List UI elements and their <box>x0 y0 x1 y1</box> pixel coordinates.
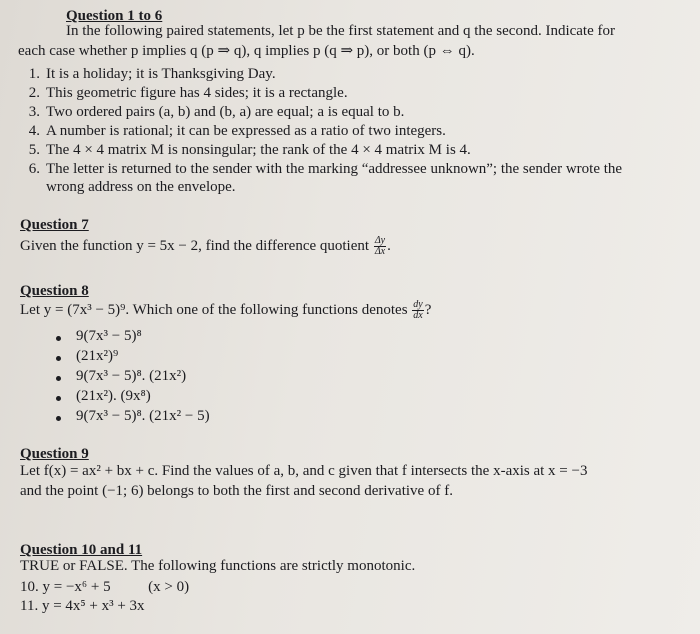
bullet-icon <box>56 376 61 381</box>
q10-function: 10. y = −x⁶ + 5 <box>20 579 111 595</box>
q7-statement: Given the function y = 5x − 2, find the difference quotient <box>20 238 370 254</box>
item-number: 2. <box>28 85 40 101</box>
q1-item-1 <box>18 65 276 83</box>
derivative-fraction <box>412 300 423 321</box>
bullet-icon <box>56 416 61 421</box>
q1-item-4 <box>18 122 446 140</box>
item-number: 5. <box>28 142 40 158</box>
q7-text <box>20 235 391 257</box>
q10-item <box>20 578 189 596</box>
q1-6-intro-line-1: In the following paired statements, let p be the first statement and q the second. Indicate for <box>66 23 615 39</box>
q9-line-1: Let f(x) = ax² + bx + c. Find the values of a, b, and c given that f intersects the x-axis at x = −3 <box>20 463 588 479</box>
q7-heading: Question 7 <box>20 217 89 233</box>
q8-option-4: (21x²). (9x⁸) <box>76 388 151 404</box>
fraction-numerator: Δy <box>374 235 386 247</box>
bullet-icon <box>56 336 61 341</box>
q1-item-3 <box>18 103 404 121</box>
q8-option-3: 9(7x³ − 5)⁸. (21x²) <box>76 368 187 384</box>
q1-item-5 <box>18 141 471 159</box>
q8-option-5: 9(7x³ − 5)⁸. (21x² − 5) <box>76 408 210 424</box>
q8-heading: Question 8 <box>20 283 89 299</box>
item-number: 6. <box>28 161 40 177</box>
q9-line-2: and the point (−1; 6) belongs to both the first and second derivative of f. <box>20 483 453 499</box>
item-text: Two ordered pairs (a, b) and (b, a) are equal; a is equal to b. <box>46 104 405 120</box>
fraction-denominator: Δx <box>374 246 386 258</box>
item-text: A number is rational; it can be expressed as a ratio of two integers. <box>46 123 446 139</box>
q8-statement: Let y = (7x³ − 5)⁹. Which one of the following functions denotes <box>20 302 408 318</box>
fraction-denominator: dx <box>413 310 423 322</box>
q9-heading: Question 9 <box>20 446 89 462</box>
q8-text <box>20 299 431 321</box>
q1-6-heading: Question 1 to 6 <box>66 8 163 24</box>
item-text: It is a holiday; it is Thanksgiving Day. <box>46 66 276 82</box>
q10-11-intro: TRUE or FALSE. The following functions are strictly monotonic. <box>20 558 416 574</box>
bullet-icon <box>56 396 61 401</box>
item-number: 4. <box>28 123 40 139</box>
q10-condition: (x > 0) <box>148 579 190 595</box>
q10-11-heading: Question 10 and 11 <box>20 542 143 558</box>
fraction-numerator: dy <box>413 299 423 311</box>
q1-item-2 <box>18 84 348 102</box>
q1-item-6-continuation: wrong address on the envelope. <box>46 179 236 195</box>
q1-item-6 <box>18 160 622 178</box>
difference-quotient-fraction <box>374 236 386 257</box>
item-text: The letter is returned to the sender with the marking “addressee unknown”; the sender wrote the <box>46 161 623 177</box>
q8-option-2: (21x²)⁹ <box>76 348 119 364</box>
item-text: The 4 × 4 matrix M is nonsingular; the rank of the 4 × 4 matrix M is 4. <box>46 142 471 158</box>
q1-6-intro-line-2: each case whether p implies q (p ⇒ q), q implies p (q ⇒ p), or both (p ⇔ q). <box>18 43 475 59</box>
q8-option-1: 9(7x³ − 5)⁸ <box>76 328 142 344</box>
q7-period: . <box>387 238 391 254</box>
item-text: This geometric figure has 4 sides; it is a rectangle. <box>46 85 348 101</box>
item-number: 1. <box>28 66 40 82</box>
q11-item: 11. y = 4x⁵ + x³ + 3x <box>20 598 145 614</box>
item-number: 3. <box>28 104 40 120</box>
q8-question-mark: ? <box>424 302 432 318</box>
bullet-icon <box>56 356 61 361</box>
